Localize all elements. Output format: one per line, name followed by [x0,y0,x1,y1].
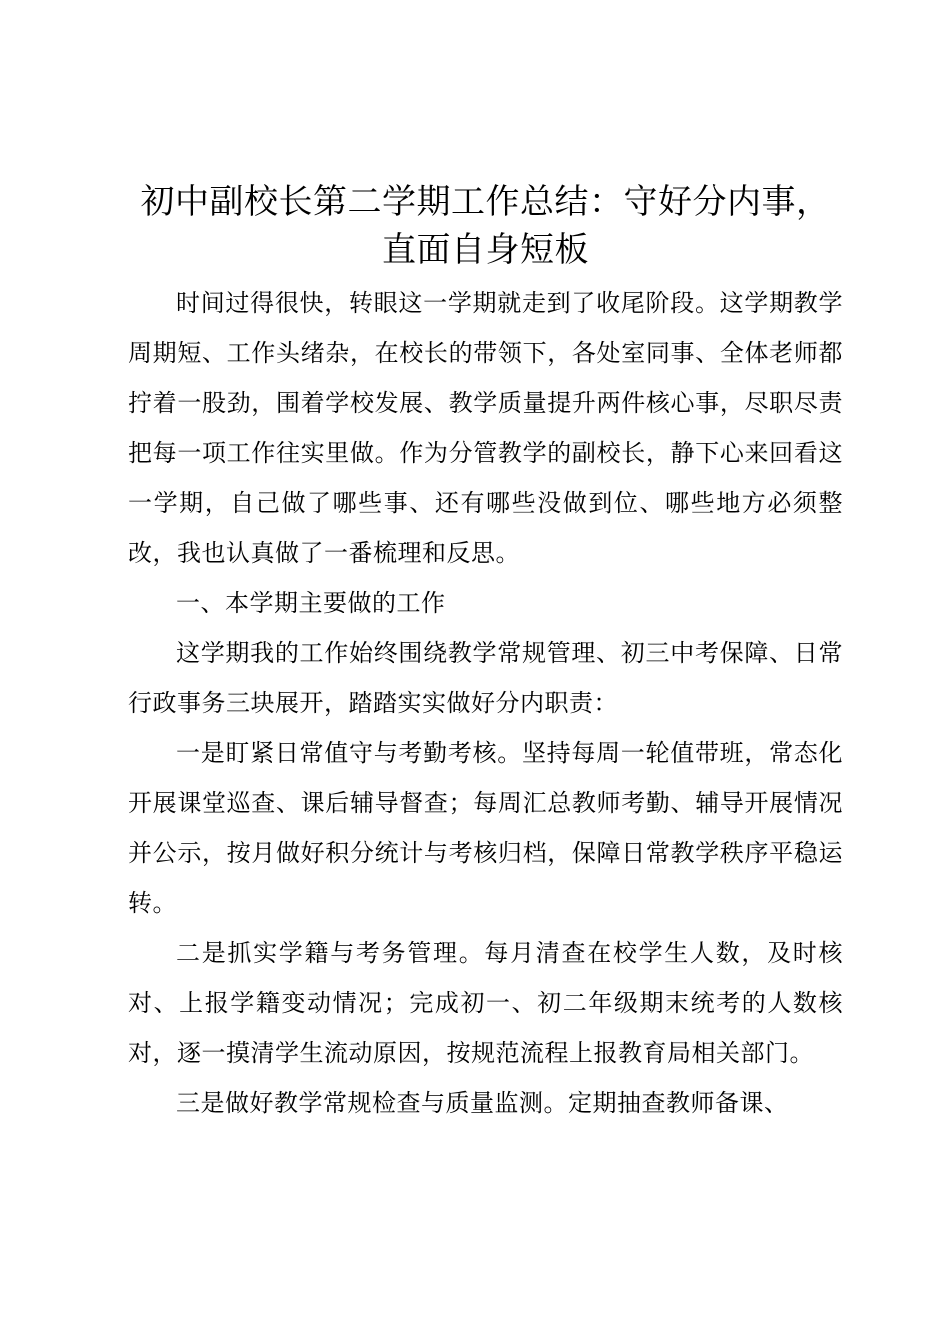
paragraph-intro: 时间过得很快，转眼这一学期就走到了收尾阶段。这学期教学周期短、工作头绪杂，在校长的带领下，各处室同事、全体老师都拧着一股劲，围着学校发展、教学质量提升两件核心事，尽职尽责把每一项工作往实里做。作为分管教学的副校长，静下心来回看这一学期，自己做了哪些事、还有哪些没做到位、哪些地方必须整改，我也认真做了一番梳理和反思。 [128,289,843,567]
document-page [128,178,843,1128]
paragraph-item-2: 二是抓实学籍与考务管理。每月清查在校学生人数，及时核对、上报学籍变动情况；完成初一、初二年级期末统考的人数核对，逐一摸清学生流动原因，按规范流程上报教育局相关部门。 [128,939,843,1067]
paragraph-item-1: 一是盯紧日常值守与考勤考核。坚持每周一轮值带班，常态化开展课堂巡查、课后辅导督查；每周汇总教师考勤、辅导开展情况并公示，按月做好积分统计与考核归档，保障日常教学秩序平稳运转。 [128,739,843,917]
document-title [128,178,843,274]
title-line-1: 初中副校长第二学期工作总结：守好分内事， [140,182,831,222]
title-line-2: 直面自身短板 [382,230,589,270]
paragraph-item-3: 三是做好教学常规检查与质量监测。定期抽查教师备课、 [176,1089,789,1117]
paragraph-overview: 这学期我的工作始终围绕教学常规管理、初三中考保障、日常行政事务三块展开，踏踏实实做好分内职责： [128,639,843,717]
section-heading: 一、本学期主要做的工作 [176,589,446,617]
